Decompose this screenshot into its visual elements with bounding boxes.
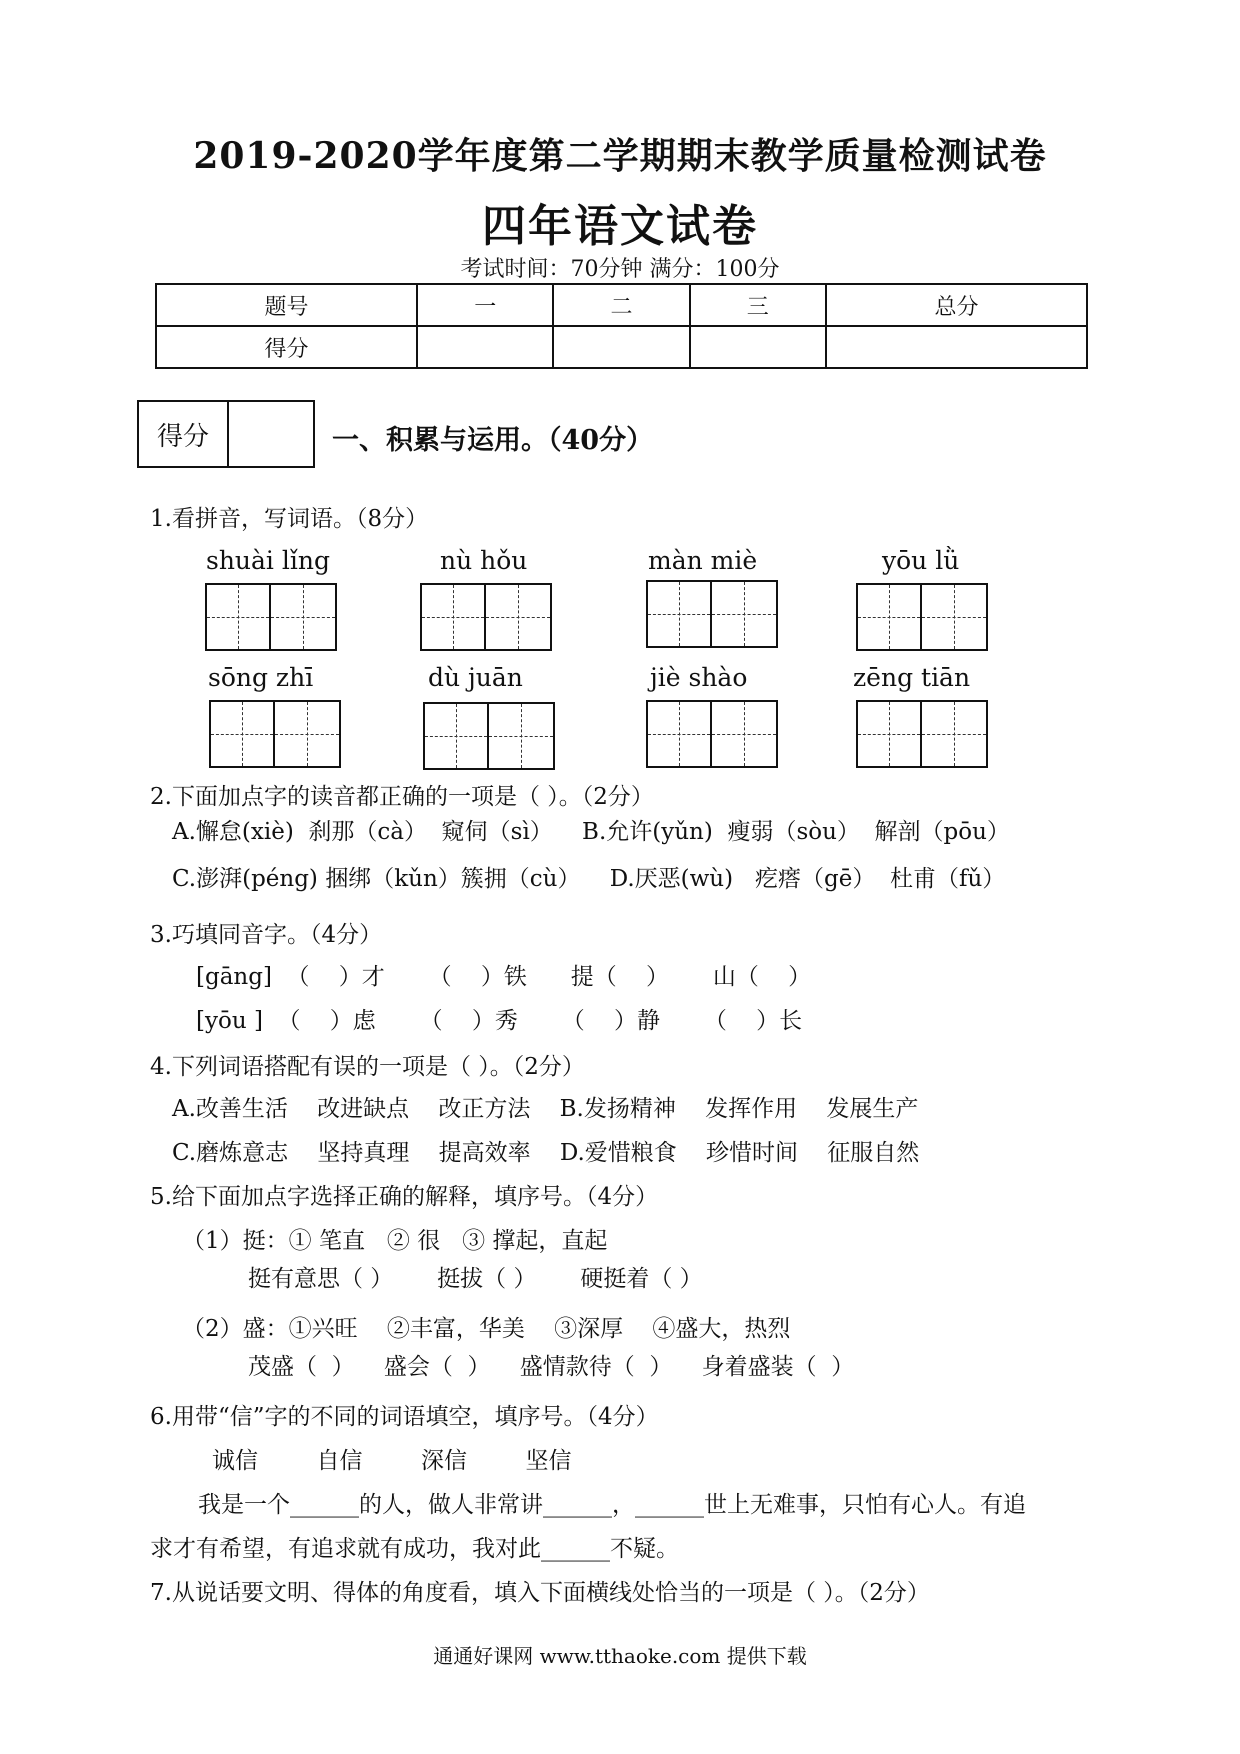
q7-prompt: 7.从说话要文明、得体的角度看，填入下面横线处恰当的一项是（ ）。（2分）: [150, 1580, 930, 1606]
char-grid[interactable]: [646, 580, 778, 648]
q5-line: 茂盛（ ） 盛会（ ） 盛情款待（ ） 身着盛装（ ）: [248, 1354, 855, 1380]
table-cell: [417, 326, 553, 368]
table-cell: 得分: [156, 326, 417, 368]
table-cell: [553, 326, 689, 368]
pinyin-label: sōng zhī: [208, 663, 314, 692]
footer-credit: 通通好课网 www.tthaoke.com 提供下载: [433, 1644, 807, 1668]
q6-prompt: 6.用带“信”字的不同的词语填空，填序号。（4分）: [150, 1404, 659, 1430]
table-row: [156, 326, 1087, 368]
exam-meta: 考试时间：70分钟 满分：100分: [460, 257, 780, 282]
section-score-label: 得分: [139, 402, 229, 466]
q6-words: 诚信 自信 深信 坚信: [212, 1448, 572, 1474]
table-cell: 一: [417, 284, 553, 326]
table-row: [156, 284, 1087, 326]
section-heading: 一、积累与运用。（40分）: [332, 425, 654, 456]
table-cell: 总分: [826, 284, 1087, 326]
table-cell: 题号: [156, 284, 417, 326]
table-cell: [826, 326, 1087, 368]
q4-options: A.改善生活 改进缺点 改正方法 B.发扬精神 发挥作用 发展生产: [172, 1096, 919, 1122]
q2-prompt: 2.下面加点字的读音都正确的一项是（ ）。（2分）: [150, 784, 654, 810]
exam-subtitle: 四年语文试卷: [482, 201, 758, 252]
score-table: [155, 283, 1088, 369]
char-grid[interactable]: [856, 583, 988, 651]
exam-title: 2019-2020学年度第二学期期末教学质量检测试卷: [193, 135, 1047, 177]
table-cell: [690, 326, 826, 368]
section-score-box: [137, 400, 315, 468]
pinyin-label: shuài lǐng: [206, 546, 330, 575]
q6-paragraph: 我是一个______的人，做人非常讲______，______世上无难事，只怕有心人。有追: [198, 1492, 1026, 1518]
pinyin-label: jiè shào: [650, 663, 748, 692]
char-grid[interactable]: [423, 702, 555, 770]
q5-prompt: 5.给下面加点字选择正确的解释，填序号。（4分）: [150, 1184, 659, 1210]
q6-paragraph: 求才有希望，有追求就有成功，我对此______不疑。: [150, 1536, 679, 1562]
q5-line: 挺有意思（ ） 挺拔（ ） 硬挺着（ ）: [248, 1266, 703, 1292]
pinyin-label: dù juān: [428, 663, 523, 692]
pinyin-label: màn miè: [648, 546, 758, 575]
pinyin-label: yōu lǜ: [882, 546, 960, 575]
char-grid[interactable]: [646, 700, 778, 768]
table-cell: 三: [690, 284, 826, 326]
q2-options: A.懈怠(xiè) 刹那（cà） 窥伺（sì） B.允许(yǔn) 瘦弱（sòu） 解剖（pōu）: [172, 819, 1010, 845]
q4-options: C.磨炼意志 坚持真理 提高效率 D.爱惜粮食 珍惜时间 征服自然: [172, 1140, 920, 1166]
q3-line: [yōu ] （ ）虑 （ ）秀 （ ）静 （ ）长: [196, 1008, 803, 1034]
char-grid[interactable]: [420, 583, 552, 651]
q3-line: [gāng] （ ）才 （ ）铁 提（ ） 山（ ）: [196, 964, 812, 990]
char-grid[interactable]: [209, 700, 341, 768]
q1-prompt: 1.看拼音，写词语。（8分）: [150, 506, 429, 532]
pinyin-label: nù hǒu: [440, 546, 528, 575]
q5-line: （2）盛：①兴旺 ②丰富，华美 ③深厚 ④盛大，热烈: [182, 1316, 791, 1342]
char-grid[interactable]: [205, 583, 337, 651]
char-grid[interactable]: [856, 700, 988, 768]
q5-line: （1）挺：① 笔直 ② 很 ③ 撑起，直起: [182, 1228, 608, 1254]
q2-options: C.澎湃(péng) 捆绑（kǔn）簇拥（cù） D.厌恶(wù) 疙瘩（gē） 杜甫（fǔ）: [172, 866, 1006, 892]
q4-prompt: 4.下列词语搭配有误的一项是（ ）。（2分）: [150, 1054, 585, 1080]
q3-prompt: 3.巧填同音字。（4分）: [150, 922, 383, 948]
pinyin-label: zēng tiān: [853, 663, 971, 692]
table-cell: 二: [553, 284, 689, 326]
